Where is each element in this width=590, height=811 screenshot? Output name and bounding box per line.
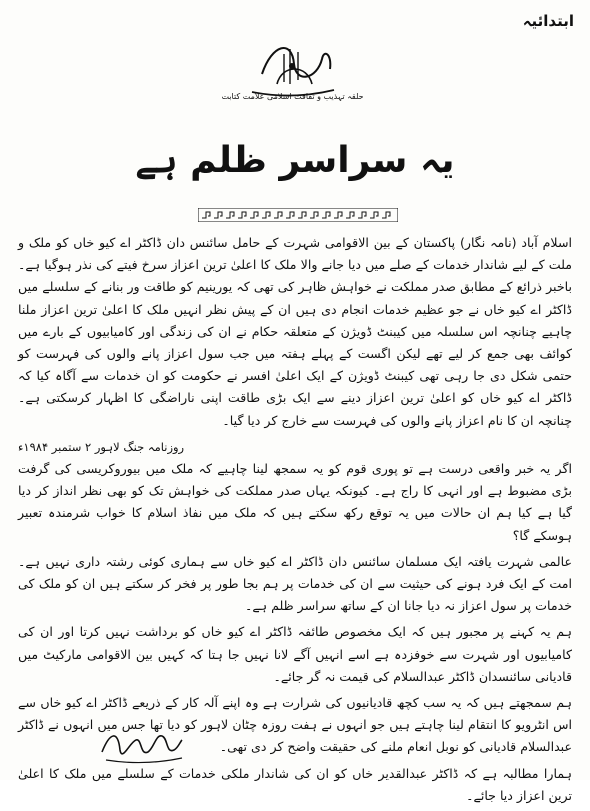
emblem-caption: حلقہ تہذیب و ثقافت اسلامی علامت کتابت bbox=[221, 92, 364, 101]
decorative-border-icon bbox=[198, 208, 398, 222]
paragraph-4: ہم یہ کہنے پر مجبور ہیں کہ ایک مخصوص طائفہ ڈاکٹر اے کیو خاں کو برداشت نہیں کرتا اور ان کی کامیابیوں اور شہرت سے خوفزدہ ہے اسے انہیں آگے لانا نہیں جا ہتا کہ کہیں بین الاقوامی مارکیٹ میں قادیانی سائنسدان ڈاکٹر عبدالسلام کی قیمت نہ گر جائے۔ bbox=[18, 624, 572, 684]
paragraph-3: عالمی شہرت یافتہ ایک مسلمان سائنس دان ڈاکٹر اے کیو خاں سے ہماری کوئی رشتہ داری نہیں ہے۔ امت کے ایک فرد ہونے کی حیثیت سے ان کی خدمات پر ہم بجا طور پر فخر کر سکتے ہیں ان کو ملک کی خدمات پر سول اعزاز نہ دیا جانا ان کے ساتھ سراسر ظلم ہے۔ bbox=[18, 553, 572, 614]
article-title: یہ سراسر ظلم ہے bbox=[135, 140, 455, 181]
paragraph-6: ہمارا مطالبہ ہے کہ ڈاکٹر عبدالقدیر خاں کو ان کی شاندار ملکی خدمات کے سلسلے میں ملک کا اعلیٰ ترین اعزاز دیا جائے۔ bbox=[18, 765, 572, 803]
paragraph-1: اسلام آباد (نامہ نگار) پاکستان کے بین الاقوامی شہرت کے حامل سائنس دان ڈاکٹر اے کیو خاں کو ملک و ملت کے لیے شاندار خدمات کے صلے میں دیا جانے والا ملک کا اعلیٰ ترین اعزاز سرخ فیتے کی نذر ہوگیا ہے۔ باخبر ذرائع کے مطابق صدر مملکت نے خواہش ظاہر کی تھی کہ یورینیم کو طاقت ور بنانے کے سلسلے میں ڈاکٹر اے کیو خاں نے جو عظیم خدمات انجام دی ہیں ان کے پیش نظر انہیں ملک کا اعلیٰ ترین اعزاز ملنا چاہیے چنانچہ اس سلسلہ میں کیبنٹ ڈویژن کے متعلقہ حکام نے ان کی زندگی اور کامیابیوں کے بارے میں کوائف بھی جمع کر لیے تھے لیکن اگست کے پہلے ہفتہ میں جب سول اعزاز پانے والوں کی فہرست کو حتمی شکل دی جا رہی تھی کیبنٹ ڈویژن کے ایک اعلیٰ افسر نے حکومت کو ان خدمات سے آگاہ کیا کہ ڈاکٹر اے کیو خاں کو اعلیٰ ترین اعزاز دینے سے ایک بڑی طاقت اپنی ناراضگی کا اظہار کرسکتی ہے۔ چنانچہ ان کا نام اعزاز پانے والوں کی فہرست سے خارج کر دیا گیا۔ bbox=[18, 235, 572, 428]
paragraph-2: اگر یہ خبر واقعی درست ہے تو پوری قوم کو یہ سمجھ لینا چاہیے کہ ملک میں بیوروکریسی کی گرفت بڑی مضبوط ہے اور انہی کا راج ہے۔ کیونکہ یہاں صدر مملکت کی خواہش تک کو بھی نظر انداز کر دیا گیا ہے کیا ہم ان حالات میں یہ توقع رکھ سکتے ہیں کہ ملک میں نفاذ اسلام کا خواب شرمندہ تعبیر ہوسکے گا؟ bbox=[18, 461, 572, 543]
section-label: ابتدائیہ bbox=[522, 12, 574, 30]
source-line: روزنامہ جنگ لاہور ۲ ستمبر ۱۹۸۴ء bbox=[18, 439, 185, 454]
paragraph-5: ہم سمجھتے ہیں کہ یہ سب کچھ قادیانیوں کی شرارت ہے وہ اپنے آلہ کار کے ذریعے ڈاکٹر اے کیو خاں سے اس انٹرویو کا انتقام لینا چاہتے ہیں جو انہوں نے ہفت روزہ چٹان لاہور کو دیا تھا جس میں انہوں نے ڈاکٹر عبدالسلام قادیانی کو نوبل انعام ملنے کی حقیقت واضح کر دی تھی۔ bbox=[18, 695, 572, 755]
